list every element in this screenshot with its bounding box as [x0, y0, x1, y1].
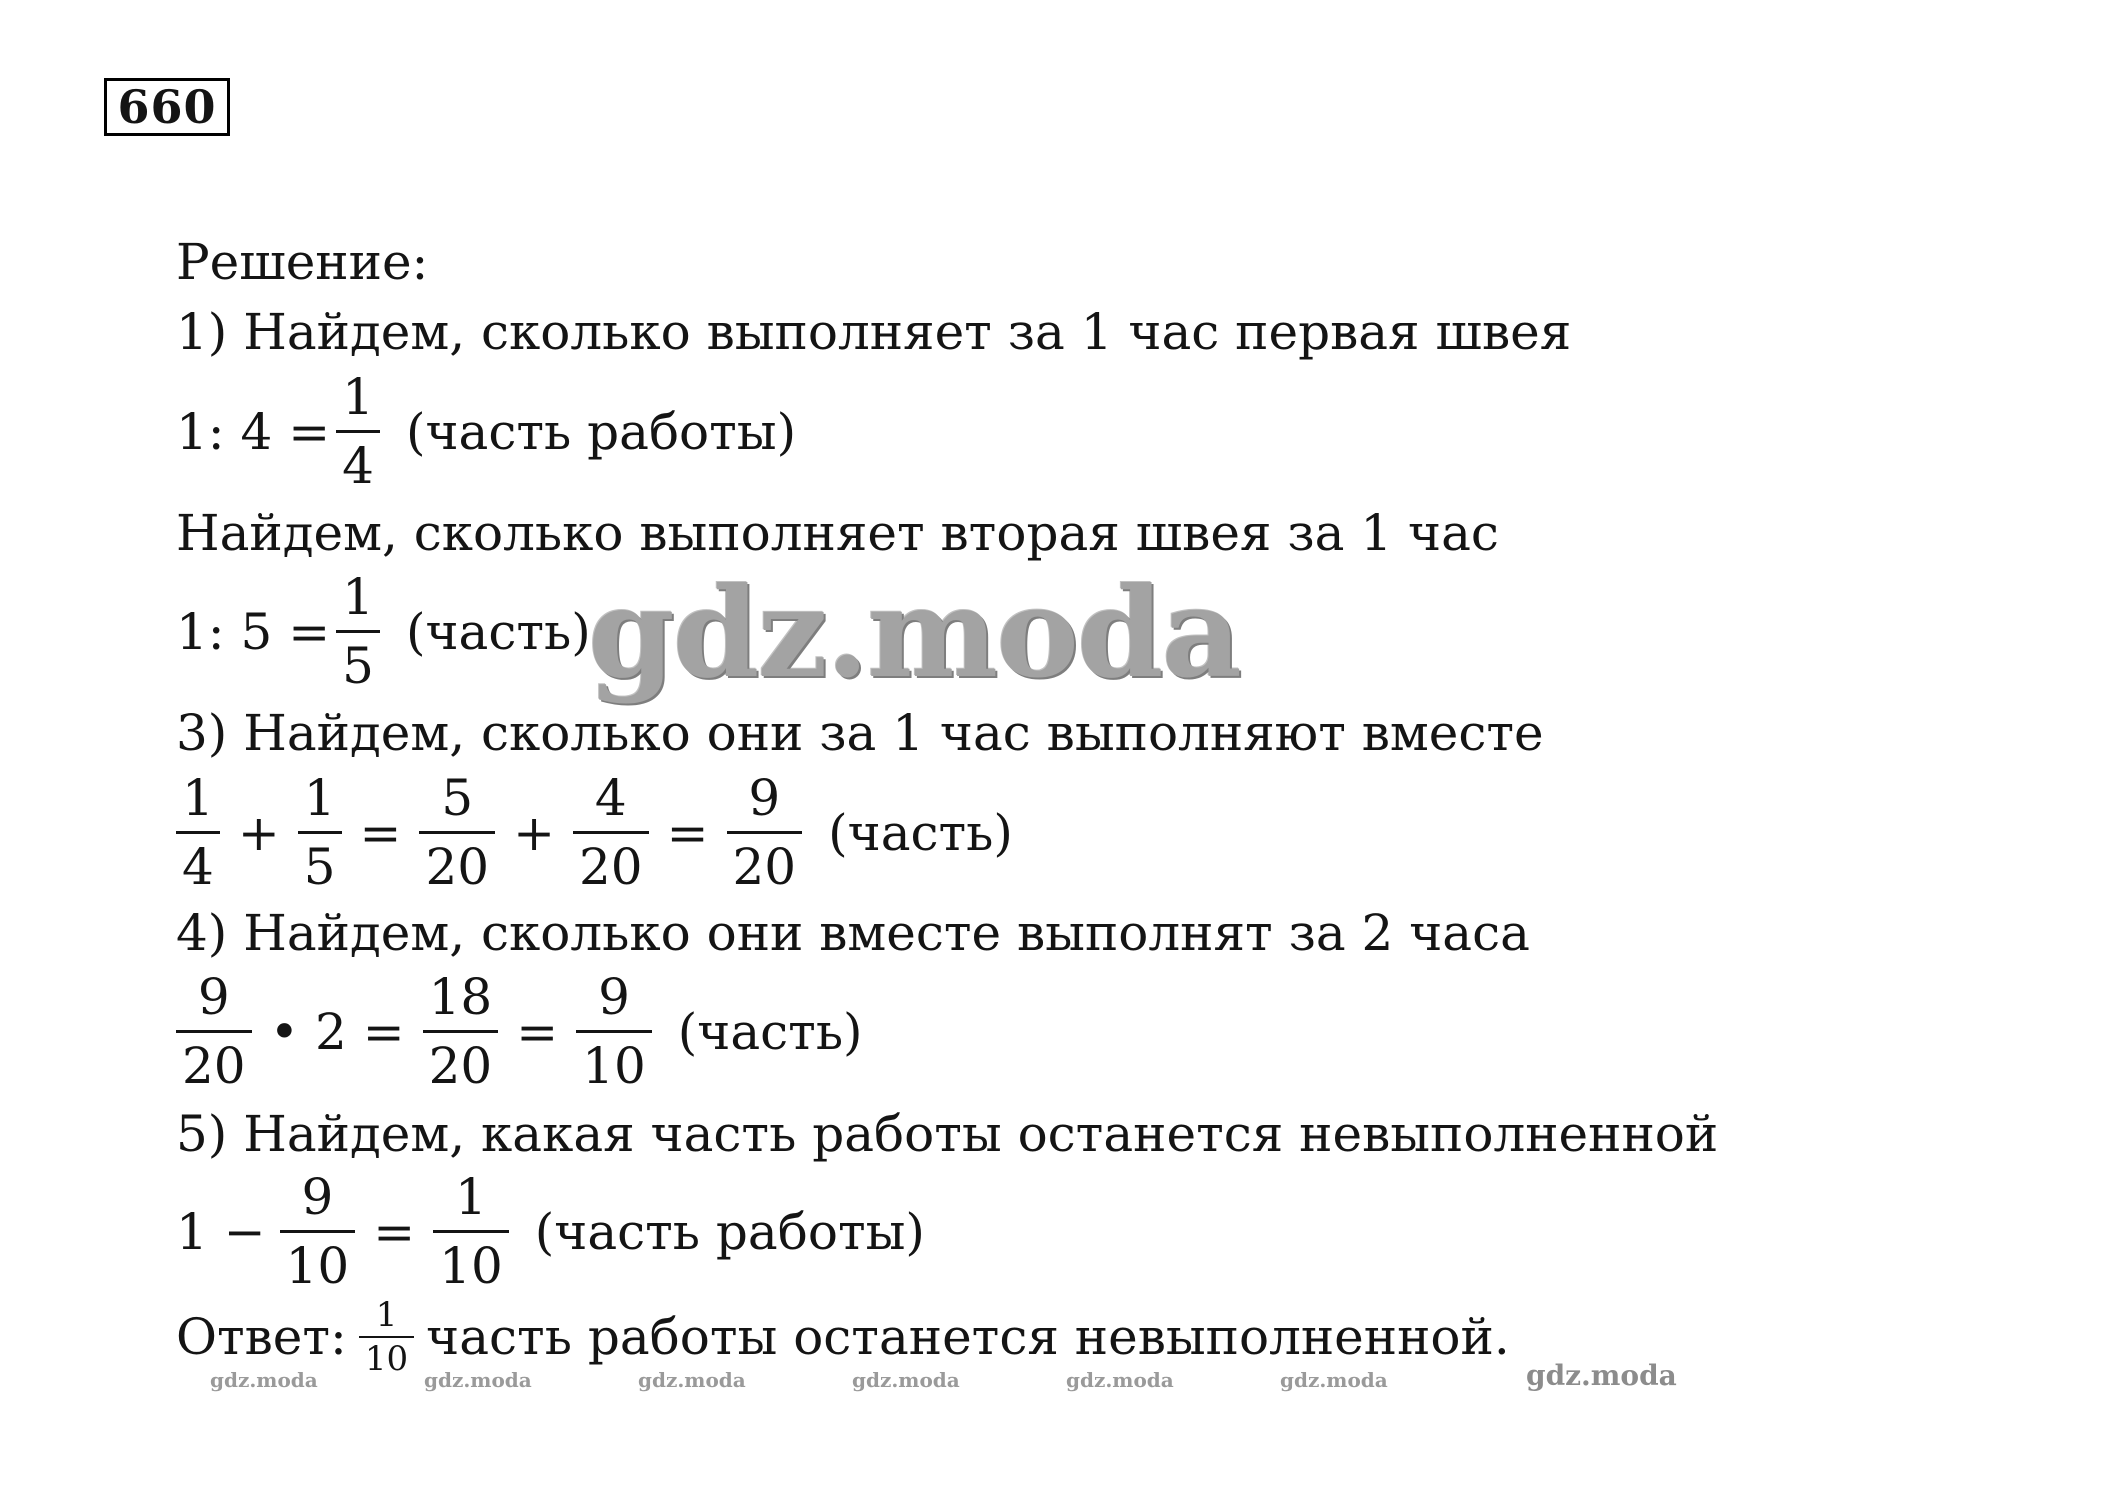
step1-frac-denominator: 4	[336, 430, 380, 491]
step2-frac-numerator: 1	[342, 568, 374, 626]
step4-f3-denominator: 10	[576, 1030, 652, 1091]
step2-fraction	[336, 568, 380, 695]
answer-frac-denominator: 10	[359, 1336, 414, 1376]
step3-f4-denominator: 20	[573, 831, 649, 892]
step3-fraction-2	[298, 769, 342, 896]
step5-fraction-2	[433, 1168, 509, 1295]
step3-fraction-3	[419, 769, 495, 896]
step3-note: (часть)	[828, 803, 1013, 862]
watermark-large: gdz.moda	[588, 561, 1240, 706]
step4-equation	[176, 968, 863, 1095]
step3-f2-denominator: 5	[298, 831, 342, 892]
step4-f1-denominator: 20	[176, 1030, 252, 1091]
step5-f1-numerator: 9	[301, 1168, 334, 1226]
step1-text: 1) Найдем, сколько выполняет за 1 час первая швея	[176, 303, 1572, 361]
step3-fraction-5	[727, 769, 803, 896]
step3-fraction-4	[573, 769, 649, 896]
step3-text: 3) Найдем, сколько они за 1 час выполняют вместе	[176, 704, 1544, 762]
step5-fraction-1	[280, 1168, 356, 1295]
solution-heading: Решение:	[176, 233, 429, 291]
step3-f4-numerator: 4	[594, 769, 627, 827]
step3-f5-numerator: 9	[748, 769, 781, 827]
step5-f2-denominator: 10	[433, 1230, 509, 1291]
step2-frac-denominator: 5	[336, 630, 380, 691]
step2-text: Найдем, сколько выполняет вторая швея за 1 час	[176, 504, 1499, 562]
step4-fraction-3	[576, 968, 652, 1095]
step4-f2-numerator: 18	[428, 968, 493, 1026]
step5-note: (часть работы)	[534, 1202, 925, 1261]
step1-note: (часть работы)	[405, 402, 797, 461]
step5-equation	[176, 1168, 925, 1295]
step4-fraction-1	[176, 968, 252, 1095]
step4-equals: =	[516, 1002, 559, 1061]
step3-f2-numerator: 1	[303, 769, 336, 827]
step3-plus-1: +	[237, 803, 280, 862]
step3-f1-denominator: 4	[176, 831, 220, 892]
answer-text: часть работы останется невыполненной.	[426, 1308, 1510, 1366]
step3-f3-numerator: 5	[441, 769, 474, 827]
step5-equals: =	[373, 1202, 416, 1261]
watermark-small-2: gdz.moda	[424, 1368, 532, 1392]
answer-label: Ответ:	[176, 1308, 347, 1366]
watermark-small-4: gdz.moda	[852, 1368, 960, 1392]
watermark-small-5: gdz.moda	[1066, 1368, 1174, 1392]
step1-frac-numerator: 1	[342, 368, 374, 426]
answer-fraction	[359, 1295, 414, 1379]
step3-equals-1: =	[359, 803, 402, 862]
step2-lhs: 1: 5 =	[176, 602, 331, 661]
step4-fraction-2	[423, 968, 499, 1095]
step5-f2-numerator: 1	[455, 1168, 487, 1226]
watermark-small-1: gdz.moda	[210, 1368, 318, 1392]
step3-equals-2: =	[666, 803, 709, 862]
step1-equation	[176, 368, 797, 495]
step5-f1-denominator: 10	[280, 1230, 356, 1291]
step4-f3-numerator: 9	[598, 968, 630, 1026]
watermark-small-6: gdz.moda	[1280, 1368, 1388, 1392]
step3-f3-denominator: 20	[419, 831, 495, 892]
step5-text: 5) Найдем, какая часть работы останется невыполненной	[176, 1105, 1719, 1163]
step4-multiply: • 2 =	[269, 1002, 405, 1061]
step1-fraction	[336, 368, 380, 495]
step2-note: (часть)	[405, 602, 591, 661]
step3-f1-numerator: 1	[182, 769, 214, 827]
answer-line	[176, 1295, 1510, 1379]
step3-fraction-1	[176, 769, 220, 896]
watermark-small-3: gdz.moda	[638, 1368, 746, 1392]
task-number: 660	[104, 78, 230, 136]
step3-plus-2: +	[513, 803, 555, 862]
step2-equation	[176, 568, 591, 695]
step3-f5-denominator: 20	[727, 831, 803, 892]
watermark-small-7: gdz.moda	[1526, 1359, 1677, 1392]
step1-lhs: 1: 4 =	[176, 402, 331, 461]
step5-lhs: 1 −	[176, 1202, 266, 1261]
answer-frac-numerator: 1	[375, 1295, 398, 1335]
step4-text: 4) Найдем, сколько они вместе выполнят за 2 часа	[176, 904, 1530, 962]
step4-f1-numerator: 9	[197, 968, 230, 1026]
step3-equation	[176, 769, 1013, 896]
step4-note: (часть)	[677, 1002, 863, 1061]
step4-f2-denominator: 20	[423, 1030, 499, 1091]
